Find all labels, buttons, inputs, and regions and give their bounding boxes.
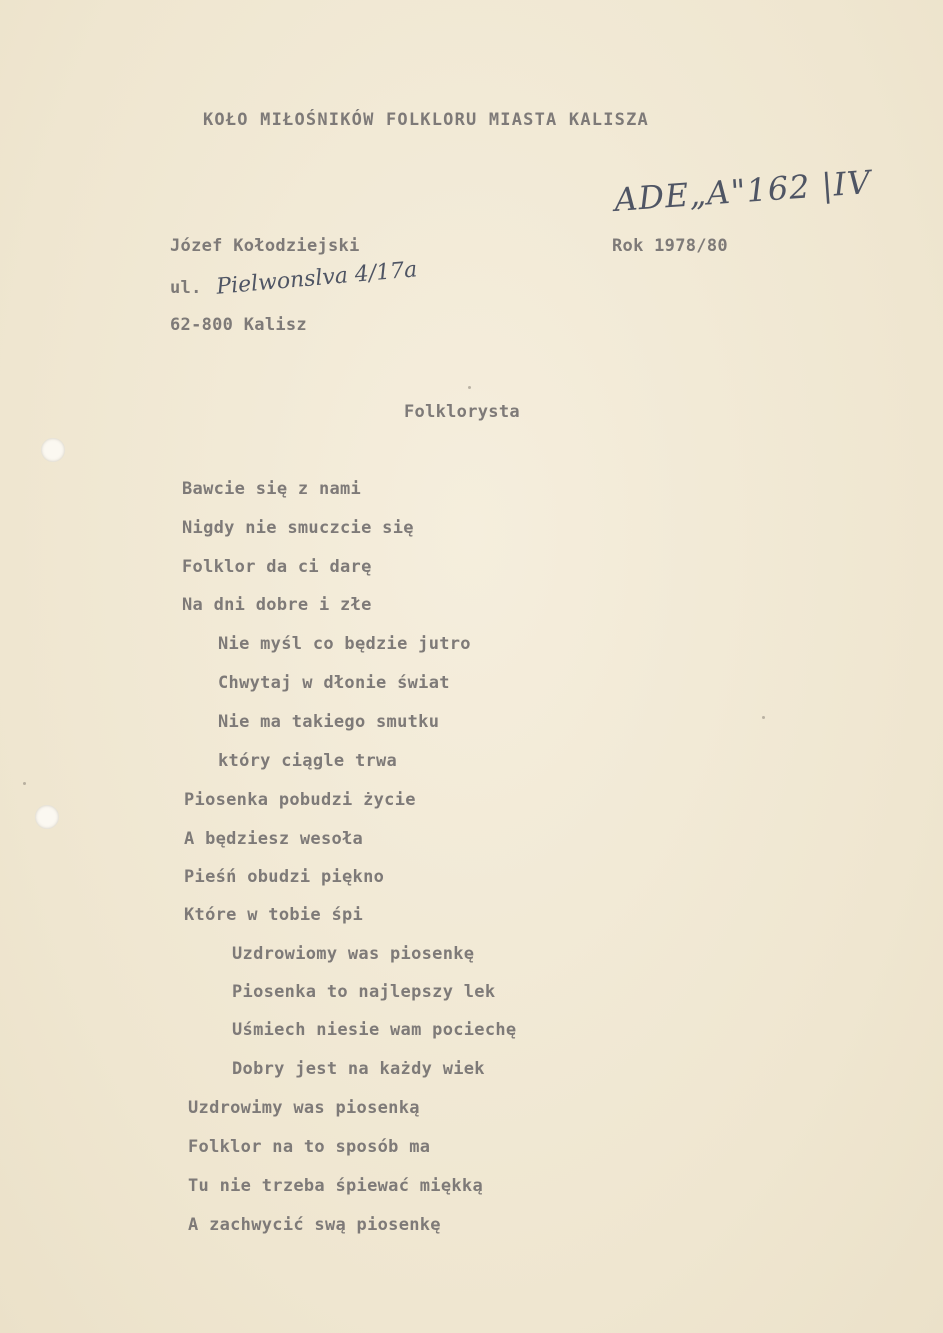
poem-line: Folklor na to sposób ma — [188, 1137, 431, 1157]
poem-line: Chwytaj w dłonie świat — [218, 673, 450, 693]
paper-speck — [468, 386, 471, 389]
punch-hole-bottom — [35, 805, 59, 829]
poem-line: Folklor da ci darę — [182, 557, 372, 577]
poem-line: Nie ma takiego smutku — [218, 712, 440, 732]
poem-line: Piosenka pobudzi życie — [184, 790, 416, 810]
archive-reference: ADE„A"162 |IV — [612, 163, 873, 219]
poem-line: Które w tobie śpi — [184, 905, 364, 925]
poem-line: Uśmiech niesie wam pociechę — [232, 1020, 517, 1040]
poem-line: A zachwycić swą piosenkę — [188, 1215, 441, 1235]
poem-line: Nigdy nie smuczcie się — [182, 518, 414, 538]
poem-line: Uzdrowiomy was piosenkę — [232, 944, 475, 964]
paper-speck — [762, 716, 765, 719]
author-street-line — [170, 257, 450, 302]
poem-line: Uzdrowimy was piosenką — [188, 1098, 420, 1118]
author-postal-city: 62-800 Kalisz — [170, 315, 307, 335]
organization-header: KOŁO MIŁOŚNIKÓW FOLKLORU MIASTA KALISZA — [203, 110, 649, 130]
poem-line: A będziesz wesoła — [184, 829, 364, 849]
street-prefix: ul. — [170, 278, 202, 298]
poem-line: Nie myśl co będzie jutro — [218, 634, 471, 654]
poem-line: Dobry jest na każdy wiek — [232, 1059, 485, 1079]
poem-title: Folklorysta — [404, 402, 520, 422]
street-handwritten: Pielwonslva 4/17a — [215, 257, 419, 300]
poem-line: Piosenka to najlepszy lek — [232, 982, 496, 1002]
year-label: Rok 1978/80 — [612, 236, 728, 256]
poem-line: Tu nie trzeba śpiewać miękką — [188, 1176, 483, 1196]
author-name: Józef Kołodziejski — [170, 236, 360, 256]
poem-line: który ciągle trwa — [218, 751, 398, 771]
poem-line: Pieśń obudzi piękno — [184, 867, 385, 887]
poem-line: Na dni dobre i złe — [182, 595, 372, 615]
punch-hole-top — [41, 438, 65, 462]
poem-line: Bawcie się z nami — [182, 479, 362, 499]
paper-speck — [23, 782, 26, 785]
